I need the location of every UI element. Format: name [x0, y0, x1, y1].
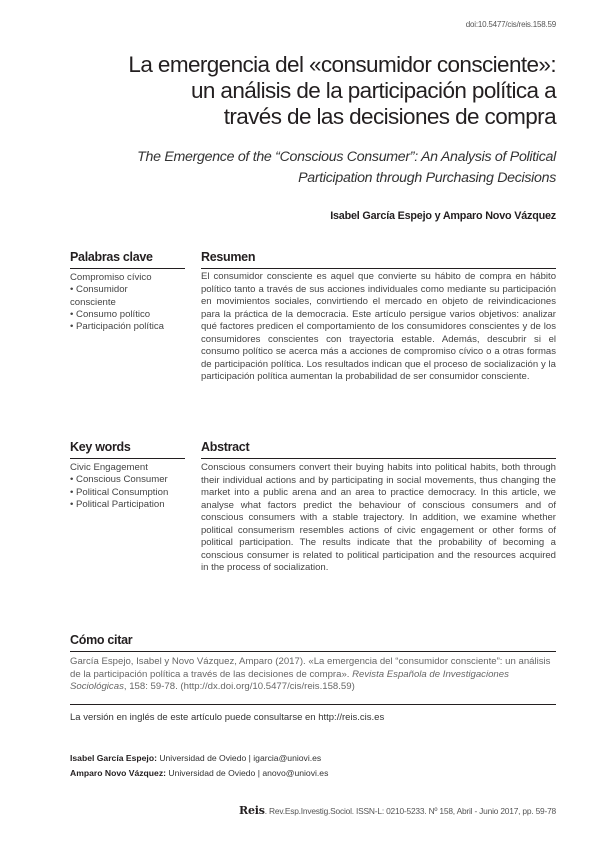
citation-part: , 158: 59-78. (http://dx.doi.org/10.5477/cis/reis.158.59) — [123, 681, 355, 692]
affiliation-detail: Universidad de Oviedo | anovo@uniovi.es — [165, 768, 329, 778]
page-footer — [239, 804, 556, 817]
citation-text — [70, 656, 556, 694]
divider — [70, 268, 185, 269]
divider — [201, 458, 556, 459]
article-title-english — [56, 147, 556, 189]
affiliation-name: Amparo Novo Vázquez: — [70, 768, 166, 778]
como-citar-heading: Cómo citar — [70, 633, 133, 647]
affiliation — [70, 768, 328, 778]
palabras-clave-heading: Palabras clave — [70, 250, 153, 264]
divider — [201, 268, 556, 269]
title-line: través de las decisiones de compra — [223, 104, 556, 129]
citation-part: García Espejo, Isabel y Novo Vázquez, Amparo (2017). «La emergencia del “consumidor consciente”: un análisis de la participación política a través de las decisiones de compra». — [70, 656, 551, 680]
abstract-text: Conscious consumers convert their buying habits into political habits, both through their individual actions and by participating in social movements, thus changing the market into a public arena and an area to practice democracy. In this article, we analyse what factors predict the behaviour of conscious consumers and of conscious consumers with a stable trajectory. In addition, we examine whether political consumerism resembles actions of civic engagement or other forms of political participation. The results indicate that the probability of becoming a conscious consumer is related to political participation and the resources acquired in the process of socialization. — [201, 462, 556, 573]
affiliation-detail: Universidad de Oviedo | igarcia@uniovi.es — [156, 753, 322, 763]
keyword: • Consumo político — [70, 308, 151, 320]
footer-text: . Rev.Esp.Investig.Sociol. ISSN-L: 0210-5233. Nº 158, Abril - Junio 2017, pp. 59-78 — [264, 806, 556, 816]
keyword: Compromiso cívico — [70, 272, 152, 283]
title-line: un análisis de la participación política a — [190, 78, 556, 103]
affiliation — [70, 753, 321, 763]
subtitle-line: Participation through Purchasing Decisions — [298, 170, 556, 186]
keyword: • Conscious Consumer — [70, 474, 168, 486]
title-line: La emergencia del «consumidor consciente»: — [128, 52, 556, 77]
doi-label: doi:10.5477/cis/reis.158.59 — [465, 20, 556, 29]
abstract-heading: Abstract — [201, 440, 250, 454]
journal-logo: Reis — [239, 804, 265, 817]
keyword: • Political Consumption — [70, 486, 169, 498]
key-words-list — [70, 462, 195, 511]
keyword: Civic Engagement — [70, 462, 148, 473]
divider — [70, 651, 556, 652]
keyword: • Consumidor — [70, 284, 128, 296]
divider — [70, 458, 185, 459]
citation-journal: Revista Española de Investigaciones Sociológicas — [70, 668, 509, 692]
authors: Isabel García Espejo y Amparo Novo Vázquez — [330, 210, 556, 222]
article-title-spanish — [56, 52, 556, 130]
keyword: • Political Participation — [70, 498, 165, 510]
divider — [70, 704, 556, 705]
keyword: consciente — [70, 296, 116, 308]
affiliation-name: Isabel García Espejo: — [70, 753, 157, 763]
resumen-text: El consumidor consciente es aquel que convierte su hábito de compra en hábito político tanto a través de sus acciones individuales como mediante su participación en movimientos sociales, convirtiendo el mercado en objeto de reivindicaciones para la práctica de la democracia. Este artículo persigue varios objetivos: analizar qué factores predicen el comportamiento de los consumidores conscientes y de los consumidores conscientes con trayectoria estable. Además, descubrir si el consumo político se acerca más a acciones de compromiso cívico o a otras formas de participación política. Los resultados indican que el proceso de socialización y la participación política aumentan la probabilidad de ser consumidor consciente. — [201, 271, 556, 382]
subtitle-line: The Emergence of the “Conscious Consumer”: An Analysis of Political — [137, 149, 556, 165]
resumen-heading: Resumen — [201, 250, 256, 264]
key-words-heading: Key words — [70, 440, 131, 454]
english-version-note: La versión en inglés de este artículo puede consultarse en http://reis.cis.es — [70, 712, 385, 723]
palabras-clave-list — [70, 272, 195, 333]
keyword: • Participación política — [70, 321, 165, 333]
